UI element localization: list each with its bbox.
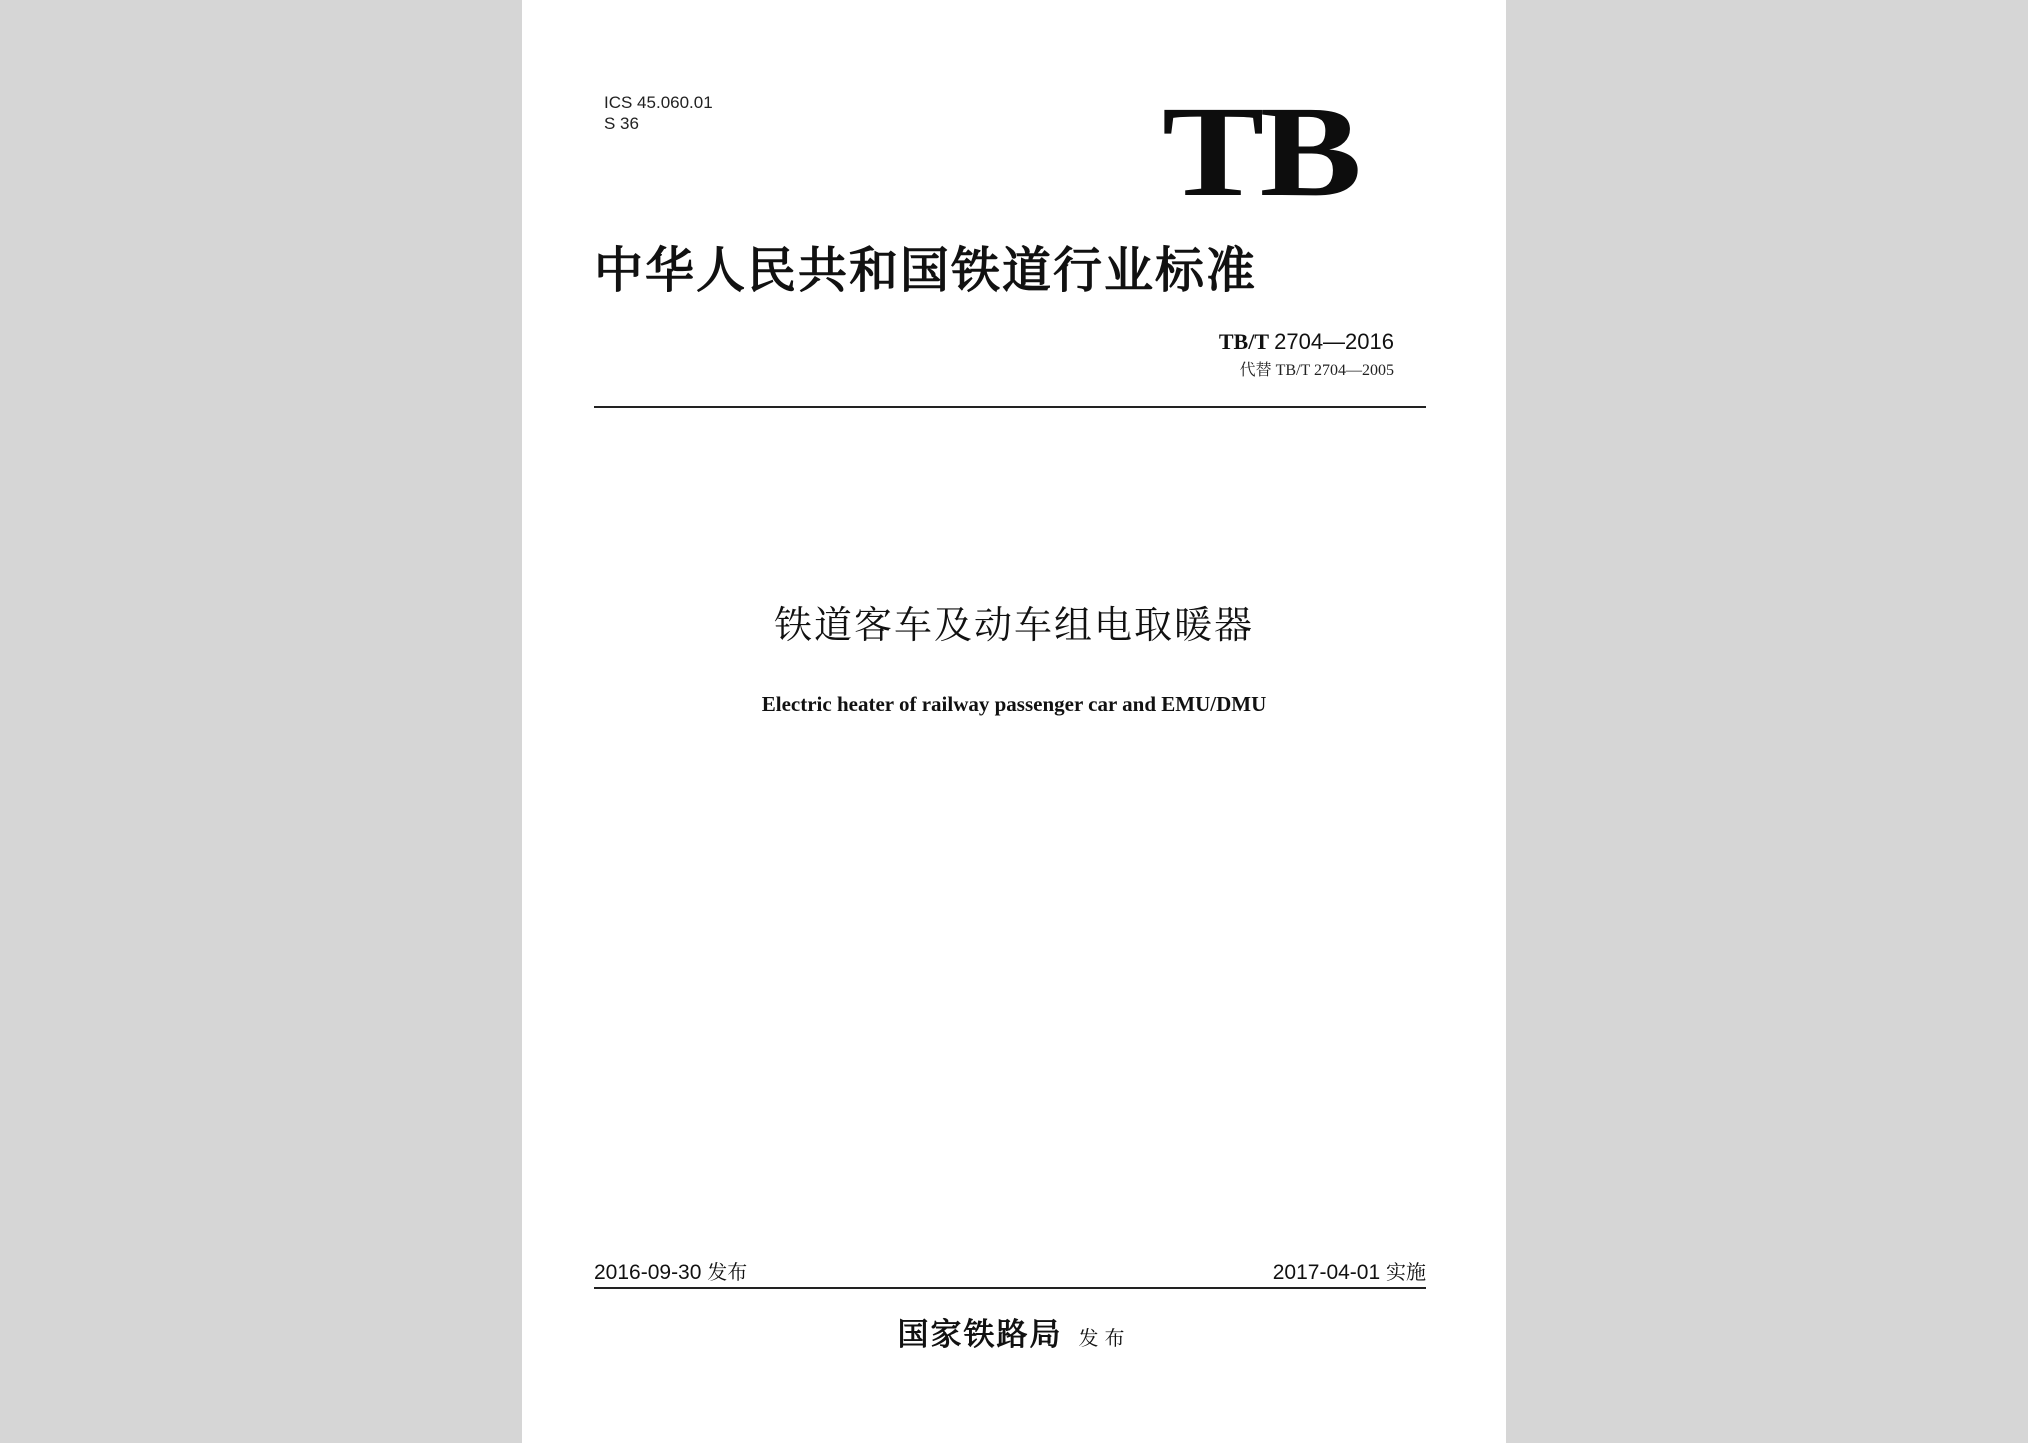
title-chinese: 铁道客车及动车组电取暖器 [773, 603, 1254, 647]
publisher-action: 发布 [1078, 1326, 1131, 1350]
bottom-divider [594, 1287, 1426, 1289]
publisher-name: 国家铁路局 [897, 1317, 1063, 1353]
implementation-date-block [1273, 1258, 1426, 1287]
top-divider [594, 406, 1426, 408]
issue-date: 2016-09-30 [594, 1261, 702, 1284]
issue-label: 发布 [707, 1260, 748, 1284]
category-code: S 36 [604, 114, 639, 133]
tb-logo: TB [1162, 80, 1358, 224]
supersedes-note: 代替 TB/T 2704—2005 [1239, 362, 1394, 379]
ics-code: ICS 45.060.01 [604, 93, 713, 112]
implementation-label: 实施 [1386, 1260, 1426, 1284]
standard-number [1219, 328, 1394, 356]
title-english: Electric heater of railway passenger car and EMU/DMU [761, 692, 1267, 716]
issuer-title: 中华人民共和国铁道行业标准 [594, 241, 1258, 299]
classification-codes [604, 92, 713, 134]
issue-date-block [594, 1258, 747, 1287]
document-page [522, 0, 1506, 1443]
standard-prefix: TB/T [1218, 329, 1269, 354]
standard-code: 2704—2016 [1274, 329, 1394, 354]
implementation-date: 2017-04-01 [1272, 1261, 1381, 1284]
publisher-block [522, 1312, 1506, 1361]
